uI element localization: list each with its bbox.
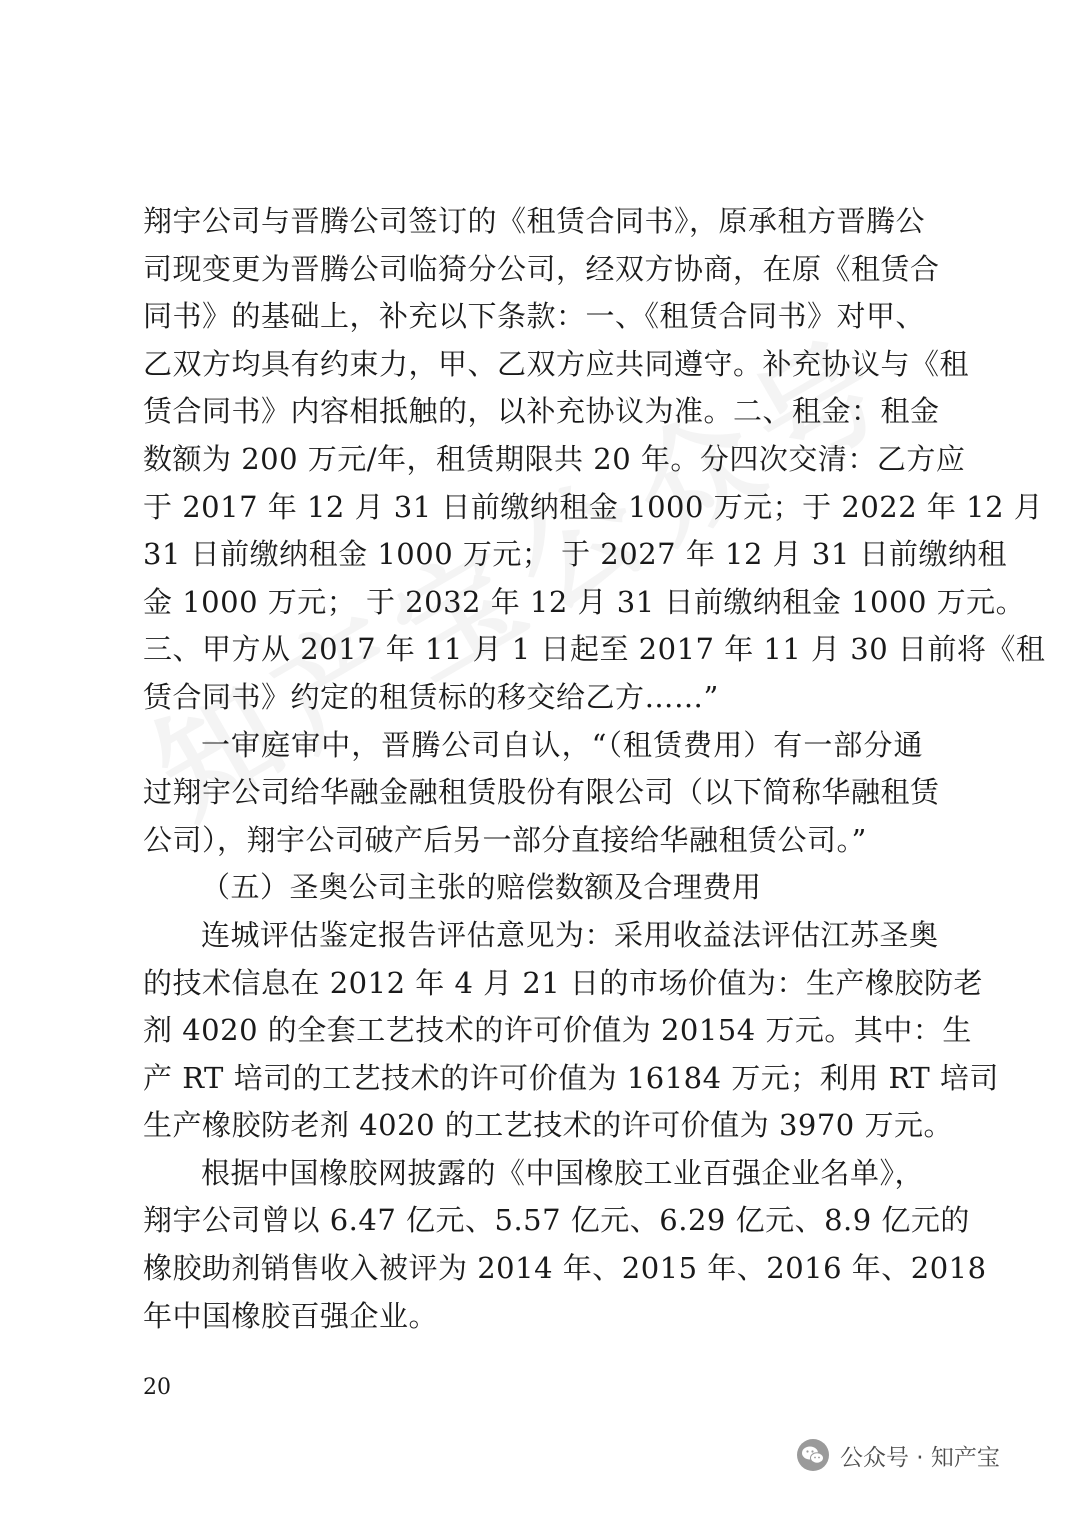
text-line: 赁合同书》约定的租赁标的移交给乙方……” [143,679,719,714]
text-line: 过翔宇公司给华融金融租赁股份有限公司（以下简称华融租赁 [143,775,940,810]
text-line: 同书》的基础上，补充以下条款：一、《租赁合同书》对甲、 [143,299,926,334]
paragraph-lease-contract [143,198,1046,722]
section-heading-text: （五）圣奥公司主张的赔偿数额及合理费用 [201,870,762,905]
page-number: 20 [143,1375,171,1400]
text-line: 的技术信息在 2012 年 4 月 21 日的市场价值为：生产橡胶防老 [143,965,983,1000]
text-line: 橡胶助剂销售收入被评为 2014 年、2015 年、2016 年、2018 [143,1251,987,1286]
text-line: 乙双方均具有约束力，甲、乙双方应共同遵守。补充协议与《租 [143,346,970,381]
text-line: 年中国橡胶百强企业。 [143,1298,439,1333]
paragraph-rubber-ranking [143,1150,987,1340]
text-line: 数额为 200 万元/年，租赁期限共 20 年。分四次交清：乙方应 [143,441,966,476]
text-line: 剂 4020 的全套工艺技术的许可价值为 20154 万元。其中：生 [143,1013,972,1048]
brand-text: 公众号 · 知产宝 [840,1444,1000,1471]
text-line: 赁合同书》内容相抵触的，以补充协议为准。二、租金：租金 [143,394,940,429]
body-text [143,198,1046,1340]
text-line: 产 RT 培司的工艺技术的许可价值为 16184 万元；利用 RT 培司 [143,1060,999,1095]
paragraph-appraisal [143,912,999,1150]
text-line: 连城评估鉴定报告评估意见为：采用收益法评估江苏圣奥 [201,917,939,952]
text-line: 公司），翔宇公司破产后另一部分直接给华融租赁公司。” [143,822,867,857]
text-line: 于 2017 年 12 月 31 日前缴纳租金 1000 万元；于 2022 年 12 月 [143,489,1044,524]
wechat-icon [796,1438,830,1472]
text-line: 司现变更为晋腾公司临猗分公司，经双方协商，在原《租赁合 [143,251,940,286]
text-line: 翔宇公司曾以 6.47 亿元、5.57 亿元、6.29 亿元、8.9 亿元的 [143,1203,970,1238]
text-line: 翔宇公司与晋腾公司签订的《租赁合同书》，原承租方晋腾公 [143,204,926,238]
text-line: 三、甲方从 2017 年 11 月 1 日起至 2017 年 11 月 30 日前将《租 [143,632,1046,667]
text-line: 31 日前缴纳租金 1000 万元； 于 2027 年 12 月 31 日前缴纳租 [143,537,1007,572]
text-line: 根据中国橡胶网披露的《中国橡胶工业百强企业名单》， [201,1155,925,1190]
text-line: 一审庭审中，晋腾公司自认，“（租赁费用）有一部分通 [201,727,923,762]
text-line: 金 1000 万元； 于 2032 年 12 月 31 日前缴纳租金 1000 万元。 [143,584,1026,619]
paragraph-trial-admission [143,722,940,865]
wechat-brand-footer[interactable] [796,1437,1000,1473]
text-line: 生产橡胶防老剂 4020 的工艺技术的许可价值为 3970 万元。 [143,1108,953,1143]
section-heading [143,864,923,912]
